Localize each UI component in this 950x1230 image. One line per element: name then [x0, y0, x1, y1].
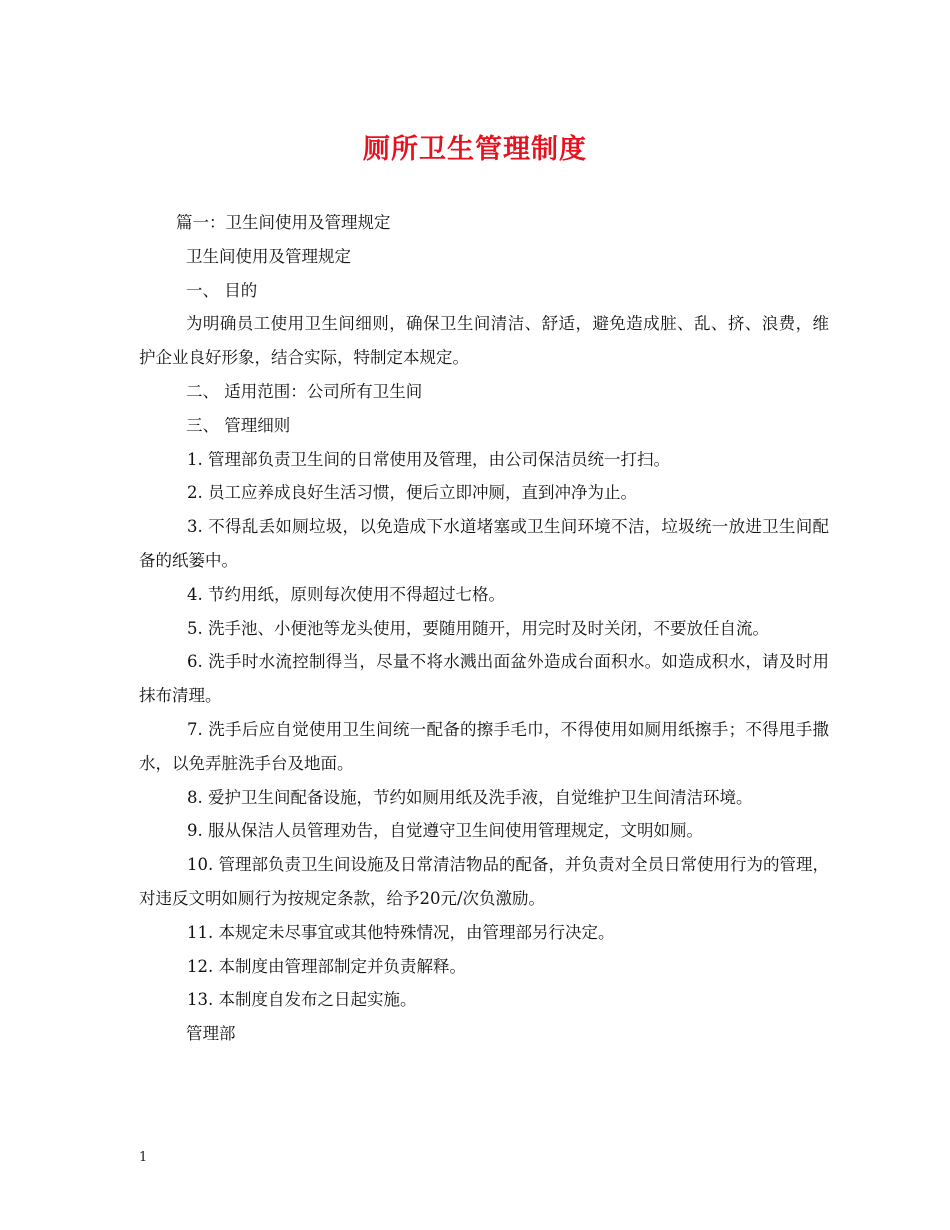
rule-item: 7. 洗手后应自觉使用卫生间统一配备的擦手毛巾，不得使用如厕用纸擦手；不得甩手撒水，以免弄脏洗手台及地面。	[139, 719, 829, 773]
purpose-text: 为明确员工使用卫生间细则，确保卫生间清洁、舒适，避免造成脏、乱、挤、浪费，维护企业良好形象，结合实际，特制定本规定。	[139, 314, 829, 368]
section-heading: 篇一：卫生间使用及管理规定	[176, 213, 391, 232]
heading-scope: 二、 适用范围：公司所有卫生间	[186, 381, 423, 401]
rule-item: 1. 管理部负责卫生间的日常使用及管理，由公司保洁员统一打扫。	[187, 449, 670, 469]
heading-rules: 三、 管理细则	[186, 415, 291, 435]
rule-item: 6. 洗手时水流控制得当，尽量不将水溅出面盆外造成台面积水。如造成积水，请及时用抹布清理。	[139, 652, 829, 706]
rule-item: 3. 不得乱丢如厕垃圾，以免造成下水道堵塞或卫生间环境不洁，垃圾统一放进卫生间配备的纸篓中。	[139, 517, 829, 570]
subtitle: 卫生间使用及管理规定	[186, 246, 351, 266]
rule-item: 9. 服从保洁人员管理劝告，自觉遵守卫生间使用管理规定，文明如厕。	[187, 821, 703, 841]
rule-item: 10. 管理部负责卫生间设施及日常清洁物品的配备，并负责对全员日常使用行为的管理，对违反文明如厕行为按规定条款，给予20元/次负激励。	[139, 855, 829, 908]
page-number: 1	[139, 1150, 148, 1165]
rule-item: 4. 节约用纸，原则每次使用不得超过七格。	[187, 584, 505, 604]
rule-item: 13. 本制度自发布之日起实施。	[187, 990, 417, 1010]
rule-item: 2. 员工应养成良好生活习惯，便后立即冲厕，直到冲净为止。	[187, 483, 637, 503]
document-title: 厕所卫生管理制度	[363, 134, 587, 165]
rule-item: 11. 本规定未尽事宜或其他特殊情况，由管理部另行决定。	[187, 922, 615, 942]
rule-item: 5. 洗手池、小便池等龙头使用，要随用随开，用完时及时关闭，不要放任自流。	[187, 618, 769, 638]
document-body	[139, 206, 829, 1051]
heading-purpose: 一、 目的	[186, 280, 258, 300]
signature-department: 管理部	[186, 1024, 236, 1044]
rule-item: 12. 本制度由管理部制定并负责解释。	[187, 956, 466, 976]
rule-item: 8. 爱护卫生间配备设施，节约如厕用纸及洗手液，自觉维护卫生间清洁环境。	[187, 787, 753, 807]
